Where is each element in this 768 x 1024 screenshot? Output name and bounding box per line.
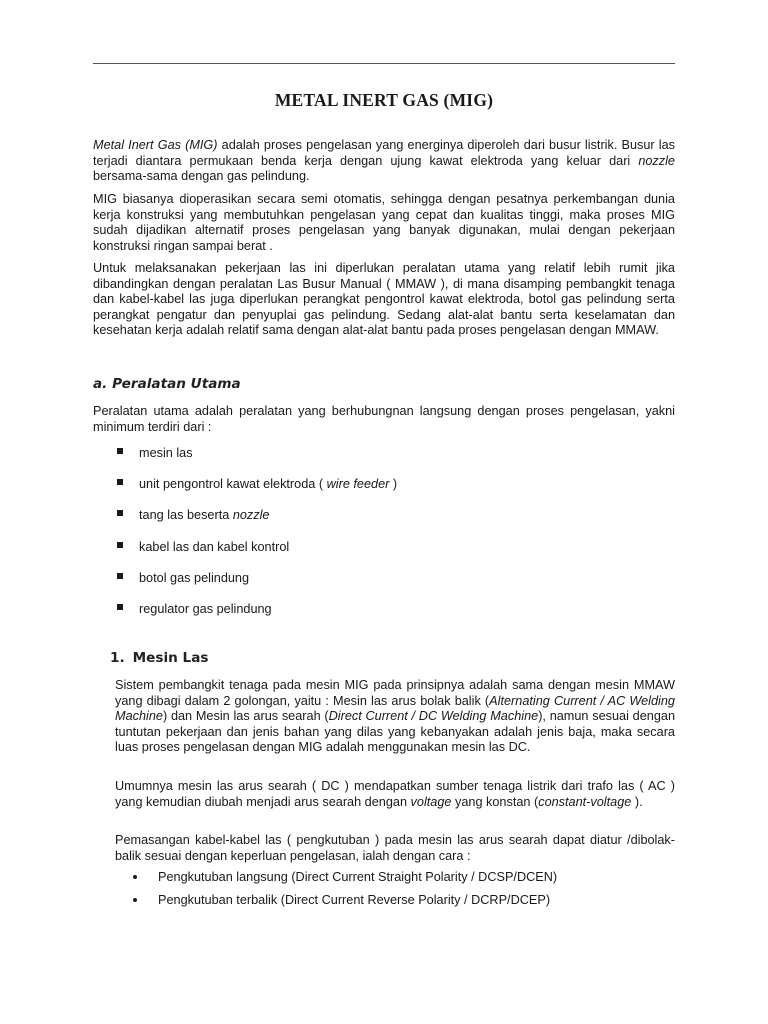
mesin-las-paragraph-3: Pemasangan kabel-kabel las ( pengkutuban ) pada mesin las arus searah dapat diatur /dibolak-balik sesuai dengan keperluan pengelasan, ialah dengan cara : xyxy=(115,833,675,863)
list-item-text: regulator gas pelindung xyxy=(139,601,272,616)
mesin-las-paragraph-1: Sistem pembangkit tenaga pada mesin MIG pada prinsipnya adalah sama dengan mesin MMAW yang dibagi dalam 2 golongan, yaitu : Mesin las arus bolak balik (Alternating Current / AC Welding Machine) dan Mesin las arus searah (Direct Current / DC Welding Machine), namun sesuai dengan tuntutan pekerjaan dan jenis bahan yang dilas yang kebanyakan adalah jenis baja, maka secara luas proses pengelasan dengan MIG adalah menggunakan mesin las DC. xyxy=(115,678,675,755)
square-bullet-icon xyxy=(117,479,123,485)
list-item-text: mesin las xyxy=(139,446,193,460)
italic-term: wire feeder xyxy=(326,477,390,492)
list-item-text: unit pengontrol kawat elektroda ( wire feeder ) xyxy=(139,477,398,492)
italic-term: Metal Inert Gas (MIG) xyxy=(93,138,218,152)
intro-paragraph-2: MIG biasanya dioperasikan secara semi otomatis, sehingga dengan pesatnya perkembangan dunia kerja konstruksi yang membutuhkan pengelasan yang cepat dan kualitas tinggi, maka proses MIG sudah dijadikan alternatif proses pengelasan yang banyak digunakan, mulai dengan pekerjaan konstruksi ringan sampai berat . xyxy=(93,192,675,253)
square-bullet-icon xyxy=(117,573,123,579)
list-item-text: Pengkutuban terbalik (Direct Current Reverse Polarity / DCRP/DCEP) xyxy=(158,893,551,907)
list-item xyxy=(115,569,635,600)
list-item xyxy=(130,891,650,914)
section-heading-mesin-las xyxy=(110,650,208,666)
italic-term: Alternating Current / AC Welding Machine xyxy=(115,693,675,724)
italic-term: nozzle xyxy=(232,508,270,523)
italic-term: constant-voltage xyxy=(538,794,632,809)
list-item-text: tang las beserta nozzle xyxy=(139,508,270,523)
italic-term: Direct Current / DC Welding Machine xyxy=(328,709,539,724)
polarity-list xyxy=(130,868,650,914)
italic-term: nozzle xyxy=(638,153,675,168)
italic-term: voltage xyxy=(410,794,452,809)
section-number: 1. xyxy=(110,650,125,666)
list-item-text: botol gas pelindung xyxy=(139,570,250,585)
list-item-text: kabel las dan kabel kontrol xyxy=(139,539,290,554)
intro-paragraph-3: Untuk melaksanakan pekerjaan las ini diperlukan peralatan utama yang relatif lebih rumit jika dibandingkan dengan peralatan Las Busur Manual ( MMAW ), di mana disamping pembangkit tenaga dan kabel-kabel las juga diperlukan perangkat pengontrol kawat elektroda, botol gas pelindung serta perangkat pengatur dan penyuplai gas pelindung. Sedang alat-alat bantu serta keselamatan dan kesehatan kerja adalah relatif sama dengan alat-alat bantu pada proses pengelasan dengan MMAW. xyxy=(93,261,675,338)
section-heading-text: Mesin Las xyxy=(132,650,209,666)
square-bullet-icon xyxy=(117,604,123,610)
section-heading-peralatan-utama: a. Peralatan Utama xyxy=(93,376,241,392)
list-item xyxy=(115,506,635,537)
list-item xyxy=(115,600,635,631)
round-bullet-icon xyxy=(133,875,137,879)
list-item xyxy=(115,475,635,506)
equipment-list xyxy=(115,444,635,631)
square-bullet-icon xyxy=(117,448,123,454)
list-item xyxy=(130,868,650,891)
round-bullet-icon xyxy=(133,898,137,902)
header-rule xyxy=(93,63,675,64)
page-title: METAL INERT GAS (MIG) xyxy=(274,90,494,110)
square-bullet-icon xyxy=(117,510,123,516)
list-item xyxy=(115,444,635,475)
list-item-text: Pengkutuban langsung (Direct Current Straight Polarity / DCSP/DCEN) xyxy=(158,870,558,884)
list-item xyxy=(115,538,635,569)
mesin-las-paragraph-2: Umumnya mesin las arus searah ( DC ) mendapatkan sumber tenaga listrik dari trafo las ( AC ) yang kemudian diubah menjadi arus searah dengan voltage yang konstan (constant-voltage ). xyxy=(115,779,675,809)
section-a-intro: Peralatan utama adalah peralatan yang berhubungnan langsung dengan proses pengelasan, yakni minimum terdiri dari : xyxy=(93,404,675,434)
square-bullet-icon xyxy=(117,542,123,548)
intro-paragraph-1: Metal Inert Gas (MIG) adalah proses pengelasan yang energinya diperoleh dari busur listrik. Busur las terjadi diantara permukaan benda kerja dengan ujung kawat elektroda yang keluar dari nozzle bersama-sama dengan gas pelindung. xyxy=(93,138,675,184)
